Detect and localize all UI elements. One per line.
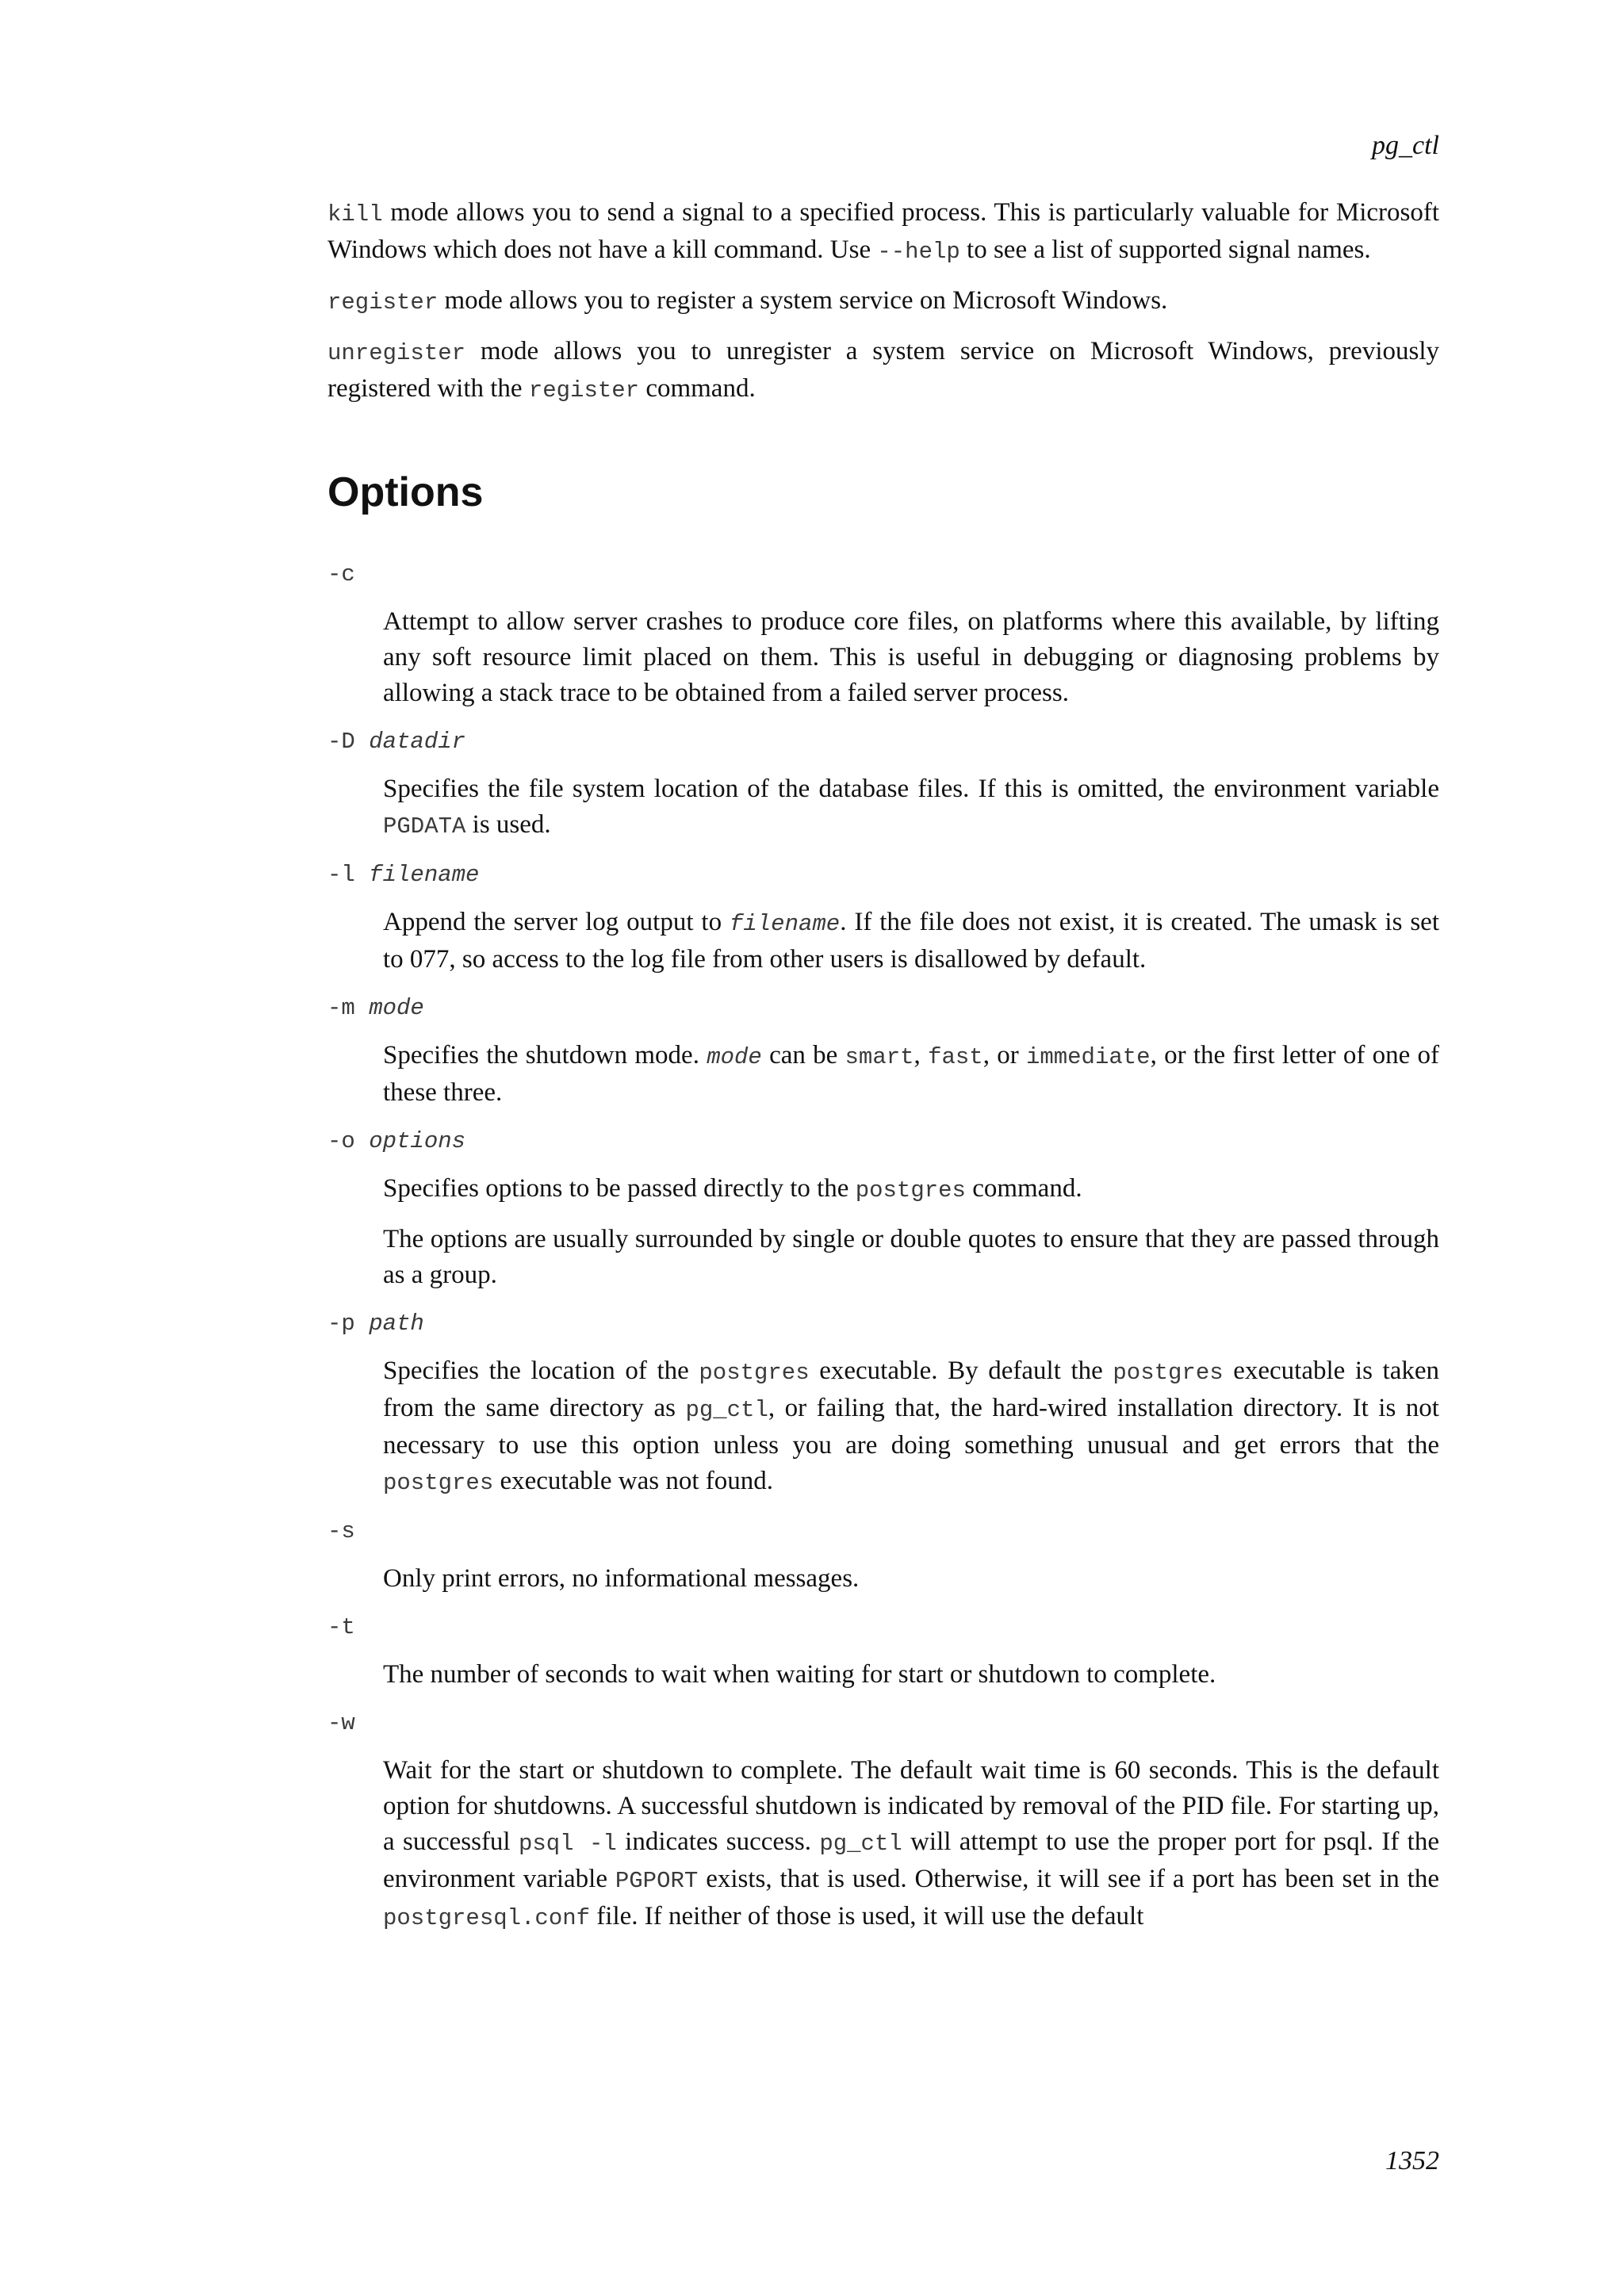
inline-code: filename: [729, 911, 841, 937]
kill-mode-paragraph: kill mode allows you to send a signal to a specified process. This is particularly valuable for Microsoft Windows which does not have a kill command. Use --help to see a list of supported signal names.: [327, 198, 1439, 265]
option-term-p: -p path: [327, 1311, 424, 1337]
option-desc-s: Only print errors, no informational messages.: [383, 1564, 860, 1593]
option-desc-t: The number of seconds to wait when waiting for start or shutdown to complete.: [383, 1660, 1216, 1689]
option-term-D: -D datadir: [327, 729, 466, 755]
inline-code: register: [327, 289, 439, 316]
inline-code: psql -l: [518, 1831, 617, 1857]
option-desc-o: Specifies options to be passed directly to the postgres command. The options are usually surrounded by single or double quotes to ensure that they are passed through as a group.: [383, 1174, 1439, 1289]
inline-code: unregister: [327, 340, 466, 366]
option-desc-p: Specifies the location of the postgres executable. By default the postgres executable is taken from the same directory as pg_ctl, or failing that, the hard-wired installation directory. It is not necessary to use this option unless you are doing something unusual and get errors that the postgres executable was not found.: [383, 1357, 1439, 1496]
intro-section: [327, 195, 1439, 408]
page-content: [327, 195, 1439, 1950]
option-term-c: -c: [327, 561, 355, 587]
inline-code: kill: [327, 201, 383, 228]
inline-code: postgres: [699, 1360, 810, 1386]
option-desc-l: Append the server log output to filename. If the file does not exist, it is created. The umask is set to 077, so access to the log file from other users is disallowed by default.: [383, 908, 1439, 974]
section-heading-options: Options: [327, 469, 484, 515]
inline-code: pg_ctl: [685, 1397, 768, 1423]
options-list: [327, 557, 1439, 1936]
inline-code: register: [528, 377, 640, 404]
inline-code: postgres: [1113, 1360, 1224, 1386]
inline-code: immediate: [1025, 1044, 1151, 1070]
option-desc-c: Attempt to allow server crashes to produce core files, on platforms where this available, by lifting any soft resource limit placed on them. This is useful in debugging or diagnosing problems by allowing a stack trace to be obtained from a failed server process.: [383, 607, 1439, 707]
inline-code: smart: [845, 1044, 914, 1070]
inline-code: PGPORT: [615, 1868, 699, 1894]
inline-code: postgres: [855, 1177, 966, 1203]
unregister-mode-paragraph: unregister mode allows you to unregister a system service on Microsoft Windows, previously registered with the register command.: [327, 337, 1439, 404]
inline-code: PGDATA: [383, 813, 466, 840]
running-header: pg_ctl: [1372, 131, 1439, 160]
option-term-m: -m mode: [327, 995, 424, 1021]
register-mode-paragraph: register mode allows you to register a system service on Microsoft Windows.: [327, 286, 1168, 316]
inline-code: --help: [877, 239, 960, 265]
inline-code: postgres: [383, 1470, 494, 1496]
inline-code: mode: [707, 1044, 762, 1070]
option-desc-w: Wait for the start or shutdown to complete. The default wait time is 60 seconds. This is the default option for shutdowns. A successful shutdown is indicated by removal of the PID file. For starting up, a successful psql -l indicates success. pg_ctl will attempt to use the proper port for psql. If the environment variable PGPORT exists, that is used. Otherwise, it will see if a port has been set in the postgresql.conf file. If neither of those is used, it will use the default: [383, 1756, 1439, 1931]
option-term-l: -l filename: [327, 862, 480, 888]
option-term-w: -w: [327, 1710, 355, 1736]
option-term-o: -o options: [327, 1128, 466, 1154]
option-desc-D: Specifies the file system location of the database files. If this is omitted, the environment variable PGDATA is used.: [383, 775, 1439, 840]
option-term-s: -s: [327, 1518, 355, 1544]
page-number: 1352: [1385, 2146, 1439, 2175]
option-desc-m: Specifies the shutdown mode. mode can be smart, fast, or immediate, or the first letter of one of these three.: [383, 1041, 1439, 1107]
inline-code: fast: [928, 1044, 983, 1070]
inline-code: pg_ctl: [819, 1831, 902, 1857]
inline-code: postgresql.conf: [383, 1905, 591, 1931]
option-term-t: -t: [327, 1614, 355, 1640]
